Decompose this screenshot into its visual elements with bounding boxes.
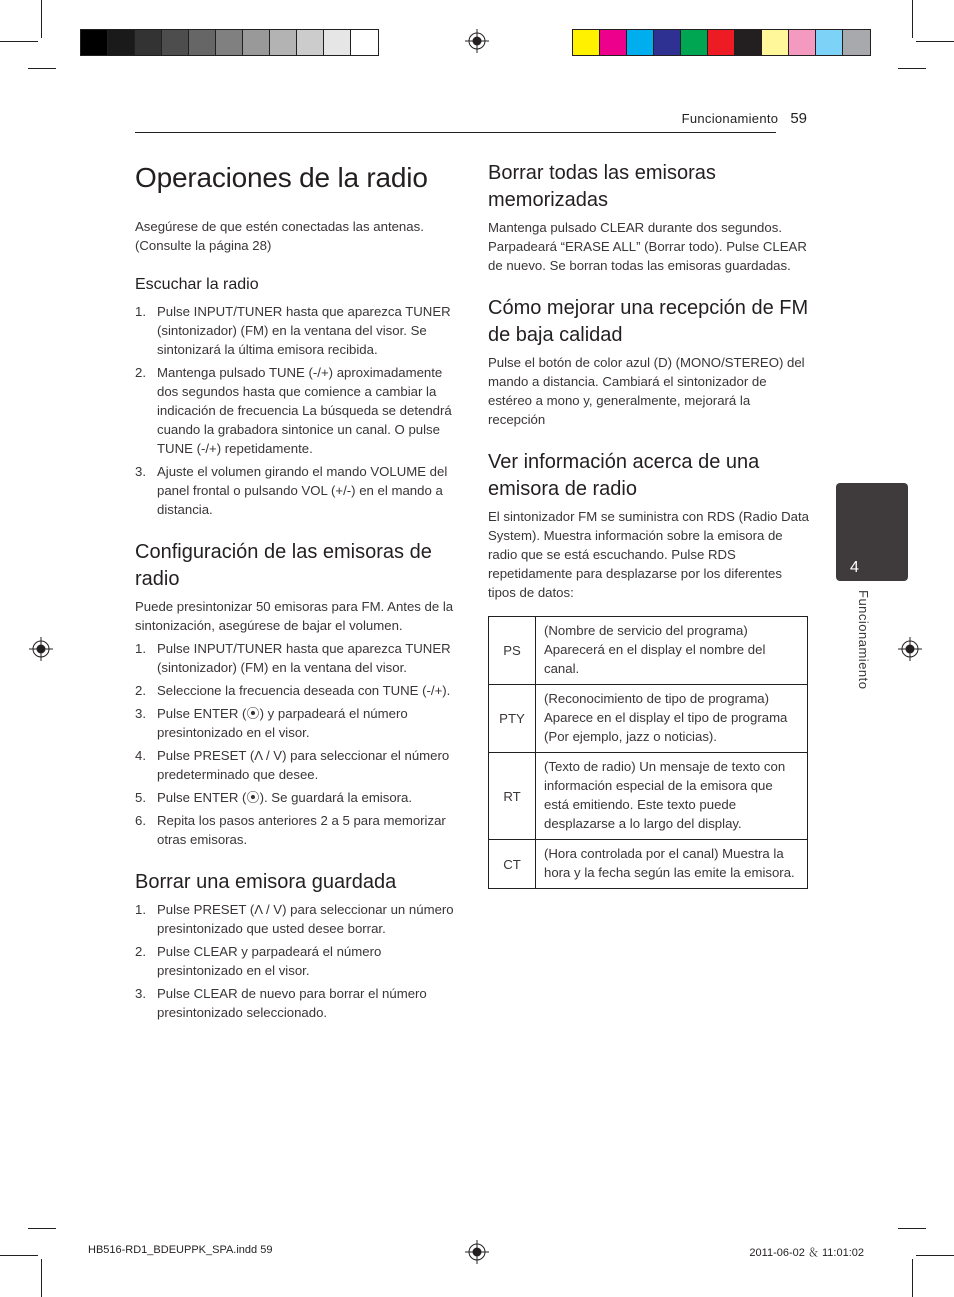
step-text: Seleccione la frecuencia deseada con TUNE (-/+). bbox=[157, 682, 451, 698]
rds-code: PS bbox=[489, 617, 536, 685]
registration-mark-icon bbox=[465, 1240, 489, 1264]
list-item bbox=[135, 462, 457, 519]
color-swatch bbox=[324, 30, 351, 55]
crop-mark bbox=[41, 1259, 42, 1297]
step-text: Pulse ENTER (⦿) y parpadeará el número presintonizado en el visor. bbox=[157, 705, 408, 740]
crop-mark bbox=[41, 0, 42, 38]
step-number: 1. bbox=[135, 640, 146, 656]
color-swatch bbox=[81, 30, 108, 55]
list-item bbox=[135, 811, 457, 849]
color-swatch bbox=[573, 30, 600, 55]
color-swatch bbox=[162, 30, 189, 55]
list-item bbox=[135, 942, 457, 980]
color-swatch bbox=[297, 30, 324, 55]
step-text: Pulse CLEAR de nuevo para borrar el número presintonizado seleccionado. bbox=[157, 985, 427, 1020]
color-swatch bbox=[816, 30, 843, 55]
color-swatch bbox=[708, 30, 735, 55]
chapter-side-label: Funcionamiento bbox=[856, 590, 871, 690]
listen-steps bbox=[135, 302, 457, 519]
info-heading: Ver información acerca de una emisora de radio bbox=[488, 451, 760, 500]
color-swatch bbox=[789, 30, 816, 55]
page-title: Operaciones de la radio bbox=[135, 162, 428, 193]
crop-mark bbox=[916, 1255, 954, 1256]
listen-heading: Escuchar la radio bbox=[135, 276, 259, 293]
delete-all-heading: Borrar todas las emisoras memorizadas bbox=[488, 162, 716, 211]
delete-one-section bbox=[135, 869, 457, 1022]
rds-description: (Reconocimiento de tipo de programa) Aparece en el display el tipo de programa (Por ejemplo, jazz o noticias). bbox=[536, 685, 808, 753]
step-number: 6. bbox=[135, 812, 146, 828]
color-swatch bbox=[762, 30, 789, 55]
color-swatch bbox=[108, 30, 135, 55]
registration-mark-icon bbox=[465, 29, 489, 53]
crop-mark bbox=[0, 1255, 38, 1256]
header-section: Funcionamiento bbox=[681, 111, 779, 126]
step-text: Repita los pasos anteriores 2 a 5 para memorizar otras emisoras. bbox=[157, 812, 446, 847]
intro-text: Asegúrese de que estén conectadas las antenas. (Consulte la página 28) bbox=[135, 219, 424, 253]
step-text: Pulse CLEAR y parpadeará el número presintonizado en el visor. bbox=[157, 943, 382, 978]
rds-code: PTY bbox=[489, 685, 536, 753]
step-number: 2. bbox=[135, 943, 146, 959]
step-text: Mantenga pulsado TUNE (-/+) aproximadamente dos segundos hasta que comience a cambiar la indicación de frecuencia La búsqueda se detendrá cuando la grabadora sintonice un canal. O pulse TUNE (-/+) repetidamente. bbox=[157, 364, 452, 456]
table-row bbox=[489, 617, 808, 685]
color-calibration-bar bbox=[572, 29, 871, 56]
step-number: 3. bbox=[135, 705, 146, 721]
color-swatch bbox=[243, 30, 270, 55]
step-number: 2. bbox=[135, 364, 146, 380]
color-swatch bbox=[351, 30, 378, 55]
registration-mark-icon bbox=[898, 637, 922, 661]
header-rule bbox=[135, 132, 776, 133]
color-swatch bbox=[600, 30, 627, 55]
table-row bbox=[489, 753, 808, 840]
color-swatch bbox=[627, 30, 654, 55]
step-text: Pulse ENTER (⦿). Se guardará la emisora. bbox=[157, 789, 413, 805]
crop-mark bbox=[912, 1259, 913, 1297]
list-item bbox=[135, 704, 457, 742]
color-swatch bbox=[189, 30, 216, 55]
footer-file-info: HB516-RD1_BDEUPPK_SPA.indd 59 bbox=[88, 1244, 273, 1256]
step-number: 5. bbox=[135, 789, 146, 805]
list-item bbox=[135, 363, 457, 458]
footer-timestamp: 2011-06-02 ＆ 11:01:02 bbox=[749, 1247, 864, 1259]
rds-table bbox=[488, 616, 808, 889]
step-number: 3. bbox=[135, 463, 146, 479]
list-item bbox=[135, 681, 457, 700]
registration-mark-icon bbox=[29, 637, 53, 661]
step-text: Pulse INPUT/TUNER hasta que aparezca TUNER (sintonizador) (FM) en la ventana del visor. Se sintonizará la última emisora recibida. bbox=[157, 303, 451, 357]
crop-mark bbox=[0, 41, 38, 42]
delete-one-steps bbox=[135, 900, 457, 1022]
list-item bbox=[135, 302, 457, 359]
config-intro: Puede presintonizar 50 emisoras para FM. Antes de la sintonización, asegúrese de bajar el volumen. bbox=[135, 598, 454, 633]
delete-one-heading: Borrar una emisora guardada bbox=[135, 870, 397, 893]
step-text: Pulse PRESET (Λ / V) para seleccionar un número presintonizado que usted desee borrar. bbox=[157, 901, 454, 936]
list-item bbox=[135, 788, 457, 807]
color-swatch bbox=[270, 30, 297, 55]
rds-code: RT bbox=[489, 753, 536, 840]
step-text: Ajuste el volumen girando el mando VOLUME del panel frontal o pulsando VOL (+/-) en el mando a distancia. bbox=[157, 463, 448, 517]
delete-all-section bbox=[488, 160, 810, 275]
chapter-number: 4 bbox=[850, 559, 859, 576]
list-item bbox=[135, 900, 457, 938]
crop-mark bbox=[28, 68, 56, 69]
page-number: 59 bbox=[790, 110, 807, 127]
rds-code: CT bbox=[489, 840, 536, 889]
list-item bbox=[135, 984, 457, 1022]
chapter-tab bbox=[836, 483, 908, 581]
crop-mark bbox=[916, 41, 954, 42]
gray-calibration-bar bbox=[80, 29, 379, 56]
list-item bbox=[135, 746, 457, 784]
delete-all-text: Mantenga pulsado CLEAR durante dos segundos. Parpadeará “ERASE ALL” (Borrar todo). Pulse CLEAR de nuevo. Se borran todas las emisoras guardadas. bbox=[488, 220, 807, 273]
list-item bbox=[135, 639, 457, 677]
color-swatch bbox=[654, 30, 681, 55]
running-header bbox=[682, 110, 807, 127]
step-number: 4. bbox=[135, 747, 146, 763]
table-row bbox=[489, 685, 808, 753]
step-text: Pulse INPUT/TUNER hasta que aparezca TUNER (sintonizador) (FM) en la ventana del visor. bbox=[157, 640, 451, 675]
crop-mark bbox=[898, 68, 926, 69]
rds-description: (Nombre de servicio del programa) Aparecerá en el display el nombre del canal. bbox=[536, 617, 808, 685]
improve-heading: Cómo mejorar una recepción de FM de baja calidad bbox=[488, 297, 809, 346]
rds-description: (Hora controlada por el canal) Muestra la hora y la fecha según las emite la emisora. bbox=[536, 840, 808, 889]
right-column bbox=[488, 160, 810, 909]
color-swatch bbox=[843, 30, 870, 55]
left-column bbox=[135, 160, 457, 1042]
config-steps bbox=[135, 639, 457, 849]
crop-mark bbox=[898, 1228, 926, 1229]
crop-mark bbox=[28, 1228, 56, 1229]
step-number: 1. bbox=[135, 901, 146, 917]
info-text: El sintonizador FM se suministra con RDS (Radio Data System). Muestra información sobre la emisora de radio que se está escuchando. Pulse RDS repetidamente para desplazarse por los diferentes tipos de datos: bbox=[488, 509, 810, 600]
step-number: 3. bbox=[135, 985, 146, 1001]
step-number: 2. bbox=[135, 682, 146, 698]
config-heading: Configuración de las emisoras de radio bbox=[135, 540, 432, 590]
step-text: Pulse PRESET (Λ / V) para seleccionar el número predeterminado que desee. bbox=[157, 747, 450, 782]
listen-section bbox=[135, 275, 457, 519]
color-swatch bbox=[135, 30, 162, 55]
crop-mark bbox=[912, 0, 913, 38]
config-section bbox=[135, 539, 457, 849]
step-number: 1. bbox=[135, 303, 146, 319]
improve-section bbox=[488, 295, 810, 429]
table-row bbox=[489, 840, 808, 889]
improve-text: Pulse el botón de color azul (D) (MONO/STEREO) del mando a distancia. Cambiará el sintonizador de estéreo a mono y, generalmente, mejorará la recepción bbox=[488, 355, 805, 427]
color-swatch bbox=[216, 30, 243, 55]
info-section bbox=[488, 449, 810, 889]
color-swatch bbox=[735, 30, 762, 55]
color-swatch bbox=[681, 30, 708, 55]
rds-description: (Texto de radio) Un mensaje de texto con información especial de la emisora que está emitiendo. Este texto puede desplazarse a lo largo del display. bbox=[536, 753, 808, 840]
